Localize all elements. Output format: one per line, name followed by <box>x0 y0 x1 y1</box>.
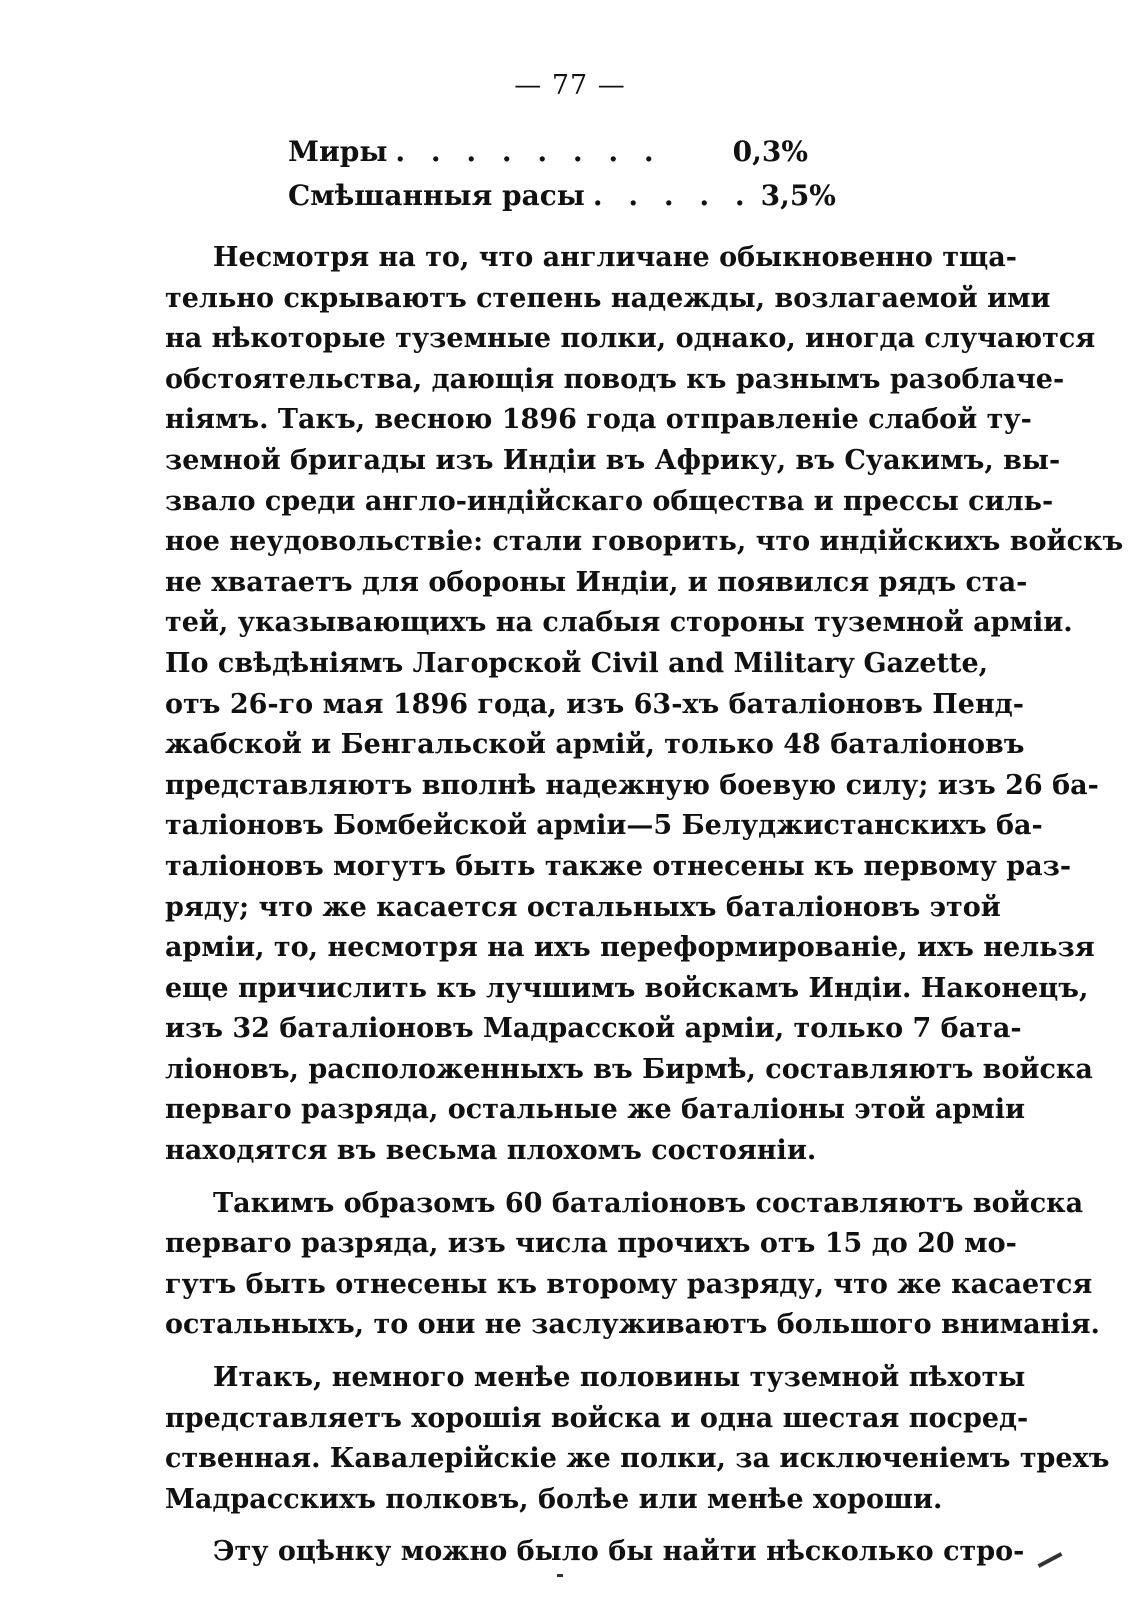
table-row <box>288 135 808 179</box>
text-line: обстоятельства, дающія поводъ къ разнымъ разоблаче- <box>165 363 1065 395</box>
text-line: изъ 32 баталіоновъ Мадрасской арміи, только 7 бата- <box>165 1013 1022 1045</box>
text-line: Несмотря на то, что англичане обыкновенно тща- <box>213 242 1017 273</box>
text-line: гутъ быть отнесены къ второму разряду, что же касается <box>165 1268 1093 1300</box>
text-line: ряду; что же касается остальныхъ баталіоновъ этой <box>165 891 1001 923</box>
body-text <box>165 238 1124 1573</box>
text-line: тельно скрываютъ степень надежды, возлагаемой ими <box>165 282 1051 314</box>
paragraph-gap <box>165 1172 920 1184</box>
text-line: таліоновъ Бомбейской арміи—5 Белуджистанскихъ ба- <box>165 810 1043 842</box>
text-line: перваго разряда, остальные же баталіоны этой арміи <box>165 1094 1026 1126</box>
text-line: По свѣдѣніямъ Лагорской Civil and Military Gazette, <box>165 647 989 679</box>
text-line: отъ 26-го мая 1896 года, изъ 63-хъ баталіоновъ Пенд- <box>165 688 1024 720</box>
text-line: земной бригады изъ Индіи въ Африку, въ Суакимъ, вы- <box>165 444 1061 476</box>
row-value: 0,3% <box>732 135 808 168</box>
paragraph-gap <box>165 1346 920 1358</box>
paragraph <box>165 1358 1110 1520</box>
text-line: тей, указывающихъ на слабыя стороны туземной арміи. <box>165 607 1073 639</box>
dot-leader: . . . . . <box>592 179 753 212</box>
text-line: представляетъ хорошія войска и одна шестая посред- <box>165 1402 1029 1434</box>
scan-speck <box>1038 1552 1063 1568</box>
page-number: — 77 — <box>514 70 626 101</box>
text-line: ніямъ. Такъ, весною 1896 года отправленіе слабой ту- <box>165 404 1032 436</box>
text-line: еще причислить къ лучшимъ войскамъ Индіи. Наконецъ, <box>165 972 1089 1004</box>
row-label: Смѣшанныя расы <box>288 179 585 212</box>
text-line: звало среди англо-индійскаго общества и прессы силь- <box>165 485 1054 517</box>
row-label: Миры <box>288 135 388 168</box>
text-line: представляютъ вполнѣ надежную боевую силу; изъ 26 ба- <box>165 769 1099 801</box>
scan-speck <box>557 1574 563 1577</box>
text-line: ственная. Кавалерійскіе же полки, за исключеніемъ трехъ <box>165 1443 1110 1475</box>
text-line: ное неудовольствіе: стали говорить, что индійскихъ войскъ <box>165 526 1124 558</box>
text-line: ліоновъ, расположенныхъ въ Бирмѣ, составляютъ войска <box>165 1053 1093 1085</box>
text-line: остальныхъ, то они не заслуживаютъ большого вниманія. <box>165 1309 1100 1341</box>
paragraph <box>165 1184 1100 1346</box>
text-line: Итакъ, немного менѣе половины туземной пѣхоты <box>213 1362 1026 1394</box>
paragraph <box>165 238 1124 1172</box>
text-line: Такимъ образомъ 60 баталіоновъ составляютъ войска <box>213 1187 1084 1219</box>
text-line: жабской и Бенгальской армій, только 48 баталіоновъ <box>165 729 1025 761</box>
text-line: Эту оцѣнку можно было бы найти нѣсколько стро- <box>213 1536 1025 1568</box>
dot-leader: . . . . . . . . <box>395 135 662 168</box>
text-line: арміи, то, несмотря на ихъ переформированіе, ихъ нельзя <box>165 932 1095 964</box>
text-line: не хватаетъ для обороны Индіи, и появился рядъ ста- <box>165 566 1028 598</box>
table-row <box>288 179 836 223</box>
text-line: Мадрасскихъ полковъ, болѣе или менѣе хороши. <box>165 1483 943 1515</box>
race-percentage-table <box>288 135 836 223</box>
text-line: перваго разряда, изъ числа прочихъ отъ 15 до 20 мо- <box>165 1228 1017 1260</box>
paragraph <box>165 1532 1025 1573</box>
text-line: находятся въ весьма плохомъ состояніи. <box>165 1135 817 1167</box>
text-line: на нѣкоторые туземные полки, однако, иногда случаются <box>165 323 1096 355</box>
paragraph-gap <box>165 1520 920 1532</box>
text-line: таліоновъ могутъ быть также отнесены къ первому раз- <box>165 850 1072 882</box>
row-value: 3,5% <box>760 179 836 212</box>
